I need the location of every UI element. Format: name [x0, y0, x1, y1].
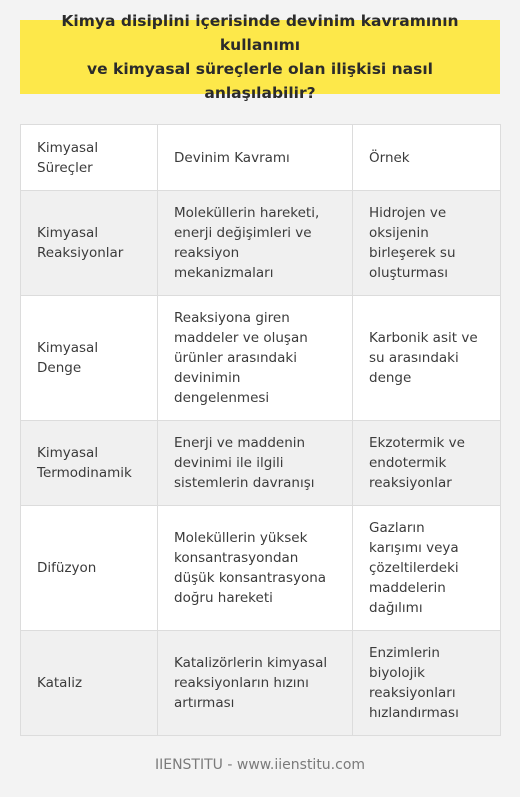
table-row: [21, 296, 501, 421]
table-row: [21, 631, 501, 736]
table-cell: Moleküllerin yüksek konsantrasyondan düşük konsantrasyona doğru hareketi: [158, 506, 353, 631]
table-cell: Ekzotermik ve endotermik reaksiyonlar: [353, 421, 501, 506]
table-cell: Enzimlerin biyolojik reaksiyonları hızlandırması: [353, 631, 501, 736]
table-cell: Kimyasal Termodinamik: [21, 421, 158, 506]
title-banner: [20, 12, 500, 102]
table-row: [21, 191, 501, 296]
data-table: [20, 124, 501, 736]
table-cell: Kataliz: [21, 631, 158, 736]
table-cell: Kimyasal Denge: [21, 296, 158, 421]
table-cell: Kimyasal Reaksiyonlar: [21, 191, 158, 296]
table-header-row: [21, 125, 501, 191]
table-cell: Gazların karışımı veya çözeltilerdeki maddelerin dağılımı: [353, 506, 501, 631]
table-row: [21, 506, 501, 631]
table-cell: Hidrojen ve oksijenin birleşerek su oluşturması: [353, 191, 501, 296]
header-cell-concept: Devinim Kavramı: [158, 125, 353, 191]
page-title: Kimya disiplini içerisinde devinim kavramının kullanımı ve kimyasal süreçlerle olan ilişkisi nasıl anlaşılabilir?: [61, 12, 459, 102]
table-cell: Enerji ve maddenin devinimi ile ilgili sistemlerin davranışı: [158, 421, 353, 506]
table-row: [21, 421, 501, 506]
table-cell: Karbonik asit ve su arasındaki denge: [353, 296, 501, 421]
table-cell: Reaksiyona giren maddeler ve oluşan ürünler arasındaki devinimin dengelenmesi: [158, 296, 353, 421]
table-cell: Moleküllerin hareketi, enerji değişimleri ve reaksiyon mekanizmaları: [158, 191, 353, 296]
table-cell: Difüzyon: [21, 506, 158, 631]
table-cell: Katalizörlerin kimyasal reaksiyonların hızını artırması: [158, 631, 353, 736]
header-cell-example: Örnek: [353, 125, 501, 191]
footer-credit: IIENSTITU - www.iienstitu.com: [154, 757, 366, 773]
header-cell-processes: Kimyasal Süreçler: [21, 125, 158, 191]
